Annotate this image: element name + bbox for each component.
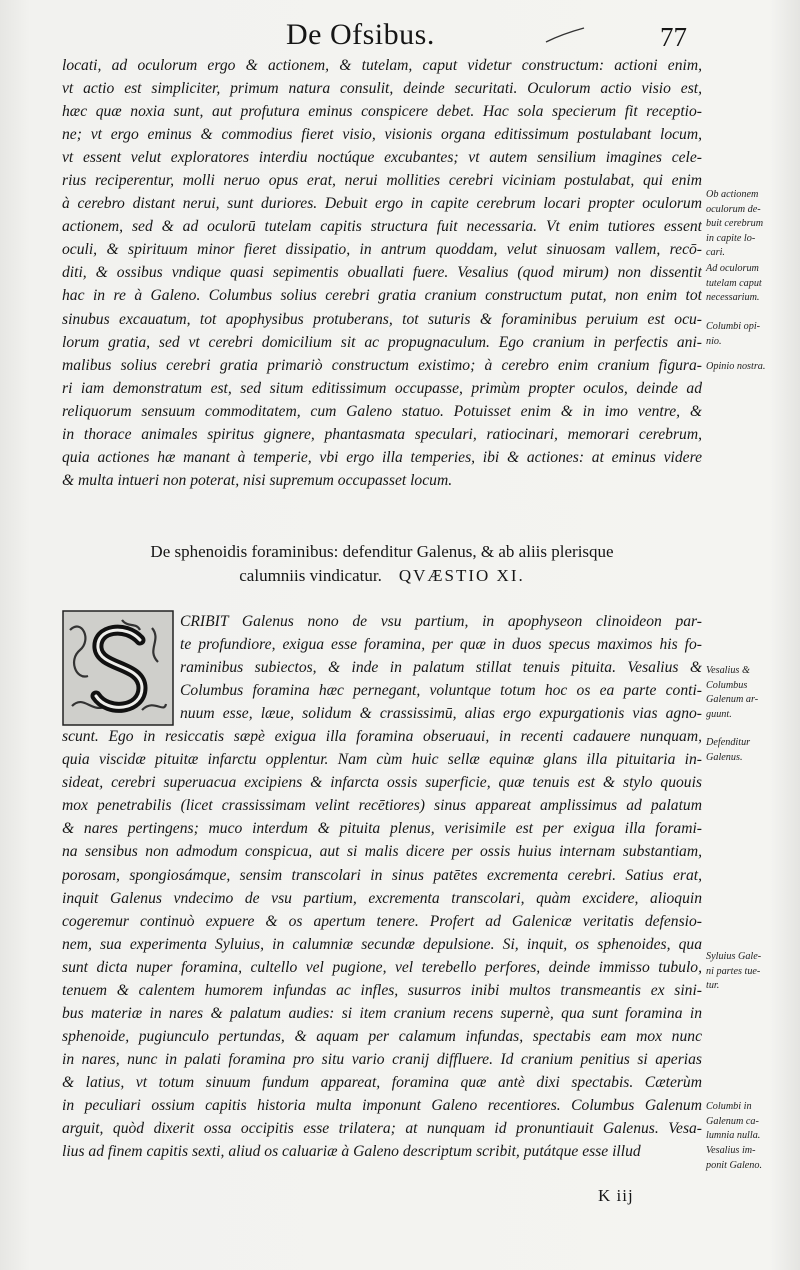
text-line: à cerebro distant nerui, sunt duriores. Debuit ergo in capite cerebrum locari propter oculorum xyxy=(62,195,702,213)
marginal-note xyxy=(706,950,796,994)
text-line: na sensibus non admodum conspicua, aut si malis dicere per ossis huius internam substantiam, xyxy=(62,843,702,861)
text-line: sinubus excauatum, tot apophysibus protuberans, tot suturis & foraminibus peruium est ocu- xyxy=(62,310,702,328)
marginal-note xyxy=(706,320,796,349)
text-line: sphenoide, pugiunculo pertundas, & aquam per calamum infundas, spectabis eam mox nunc xyxy=(62,1027,702,1045)
marginal-note-line: Ad oculorum xyxy=(706,263,759,274)
marginal-note-line: Columbus xyxy=(706,679,748,691)
text-line: inquit Galenus vndecimo de vsu partium, excrementa transcolari, quàm excidere, alioquin xyxy=(62,889,702,907)
text-line: porosam, spongiosámque, sensim transcolari in sinus patētes excrementa cerebri. Satius erat, xyxy=(62,866,702,884)
marginal-note xyxy=(706,664,796,722)
running-head xyxy=(0,18,800,58)
text-line: rius reciperentur, molli neruo opus erat, nerui mollities cerebri viciniam postulabat, qui enim xyxy=(62,172,702,190)
text-line: & latius, vt totum sinuum fundum appareat, foramina quæ antè dixi spectabis. Cæterùm xyxy=(62,1073,702,1091)
text-line: raminibus subiectos, & inde in palatum stillat tenuis pituita. Vesalius & xyxy=(180,659,702,677)
marginal-note-line: necessarium. xyxy=(706,292,760,304)
marginal-note-line: lumnia nulla. xyxy=(706,1130,761,1142)
text-line: scunt. Ego in resiccatis sæpè exigua illa foramina obseruaui, in recenti cadauere nunquam, xyxy=(62,728,702,746)
text-line: mox penetrabilis (licet crassissimam velint recētiores) sinus appareat amplissimus ad palatum xyxy=(62,797,702,815)
text-line: ne; vt ergo eminus & commodius fieret visio, visionis organa editissimum postulabant locum, xyxy=(62,126,702,144)
text-line: oculi, & spirituum minor fieret dissipatio, in antrum quoddam, velut sinuosam vallem, recō- xyxy=(62,241,702,259)
marginal-note-line: Defenditur xyxy=(706,737,751,748)
page-title: De Ofsibus. xyxy=(286,18,435,51)
marginal-note xyxy=(706,188,796,261)
section-heading-line xyxy=(62,564,702,588)
text-line: nem, sua experimenta Syluius, in calumniæ secundæ depulsione. Si, inquit, os sphenoides, qua xyxy=(62,935,702,953)
marginal-note-line: Columbi opi- xyxy=(706,321,761,332)
marginal-note xyxy=(706,1100,796,1144)
marginal-note-line: ponit Galeno. xyxy=(706,1159,763,1171)
text-line: te profundiore, exigua esse foramina, per quæ in duos specus maximos his fo- xyxy=(180,636,702,654)
marginal-note-line: Galenus. xyxy=(706,751,743,763)
intro-paragraph xyxy=(62,54,702,492)
marginal-note-line: tur. xyxy=(706,980,720,992)
signature-mark: K iij xyxy=(598,1186,634,1205)
marginal-note-line: Vesalius & xyxy=(706,665,750,676)
marginal-note xyxy=(706,360,796,375)
text-line: reliquorum sensuum commoditatem, cum Galeno statuo. Potuisset enim & in imo ventre, & xyxy=(62,402,702,420)
marginal-note-line: guunt. xyxy=(706,708,732,720)
section-heading xyxy=(62,540,702,588)
question-body xyxy=(62,610,702,1163)
text-line: quia actiones hæ manant à temperie, vbi ergo illa temperies, ibi & actiones: at eminus videre xyxy=(62,448,702,466)
text-line: vt actio est simpliciter, primum natura consulit, deinde securitati. Oculorum actio visio est, xyxy=(62,80,702,98)
text-line: sideat, cerebri superuacua excipiens & infarcta ossis superficie, quæ tenuis est & stylo quouis xyxy=(62,774,702,792)
text-line: locati, ad oculorum ergo & actionem, & tutelam, caput videtur constructum: actioni enim, xyxy=(62,57,702,74)
marginal-note-line: Galenum ar- xyxy=(706,694,759,706)
text-line: & multa intueri non poterat, nisi supremum occupasset locum. xyxy=(62,471,453,489)
marginal-note xyxy=(706,262,796,306)
marginal-note-line: cari. xyxy=(706,247,725,259)
pen-stroke-mark xyxy=(540,24,590,48)
marginal-note-line: Opinio nostra. xyxy=(706,361,766,372)
text-line: Columbus foramina hæc pernegant, voluntque totum hoc os ea parte conti- xyxy=(180,682,702,700)
text-line: in thorace animales spiritus gignere, phantasmata speculari, ratiocinari, memorari cerebrum, xyxy=(62,425,702,443)
text-line: actionem, sed & ad oculorū tutelam capitis structura fuit necessaria. Vt enim tutiores essent xyxy=(62,218,702,236)
section-heading-tail: calumniis vindicatur. xyxy=(239,566,382,585)
text-line: malibus solius cerebri gratia primariò constructum existimo; à cerebro enim cranium figura- xyxy=(62,356,702,374)
text-line: ri iam demonstratum est, sed situm editissimum occupasse, primùm propter oculos, deinde ad xyxy=(62,379,702,397)
text-line: cogeremur continuò expuere & os apertum tenere. Profert ad Galenicæ veritatis defensio- xyxy=(62,912,702,930)
text-line: vt essent velut exploratores interdiu noctúque excubantes; vt autem sensilium imagines cele- xyxy=(62,149,702,167)
marginal-note-line: Columbi in xyxy=(706,1101,752,1112)
marginal-note xyxy=(706,1144,796,1173)
folio-number: 77 xyxy=(660,22,687,52)
text-line: arguit, quòd dixerit ossa occipitis esse trilatera; at nunquam id pronuntiauit Galenus. Vesa- xyxy=(62,1120,702,1138)
text-line: CRIBIT Galenus nono de vsu partium, in apophyseon clinoideon par- xyxy=(180,613,702,630)
marginal-note-line: Galenum ca- xyxy=(706,1115,759,1127)
marginal-note-line: tutelam caput xyxy=(706,277,762,289)
marginal-note xyxy=(706,736,796,765)
text-line: in peculiari ossium capitis historia multa imponunt Galeno recentiores. Columbus Galenum xyxy=(62,1096,702,1114)
marginal-note-line: oculorum de- xyxy=(706,203,761,215)
marginal-note-line: Ob actionem xyxy=(706,189,759,200)
text-line: sunt dicta nuper foramina, cultello vel pugione, vel terebello perfores, deinde immisso tubulo, xyxy=(62,958,702,976)
text-line: lorum gratia, sed vt cerebri domicilium sit ac propugnaculum. Ego cranium in perfectis ani- xyxy=(62,333,702,351)
text-line: bus materiæ in nares & palatum audies: si item cranium recens supernè, qua sunt foramina in xyxy=(62,1004,702,1022)
section-heading-line: De sphenoidis foraminibus: defenditur Galenus, & ab aliis plerisque xyxy=(150,542,614,561)
question-number: QVÆSTIO XI. xyxy=(398,566,525,585)
marginal-note-line: nio. xyxy=(706,335,722,347)
marginal-note-line: Syluius Gale- xyxy=(706,951,762,962)
marginal-note-line: Vesalius im- xyxy=(706,1145,756,1156)
text-line: quia viscidæ pituitæ infarctu opplentur. Nam cùm huic sellæ equinæ glans illa pituitaria in- xyxy=(62,751,702,769)
text-line: & nares pertingens; muco interdum & pituita plenus, verisimile est per exigua illa forami- xyxy=(62,820,702,838)
text-line: tenuem & calentem humorem infundas ac infles, susurros inibi multos transmeantis ex sini- xyxy=(62,981,702,999)
marginal-note-line: in capite lo- xyxy=(706,232,756,244)
marginal-note-line: ni partes tue- xyxy=(706,965,761,977)
text-line: lius ad finem capitis sexti, aliud os caluariæ à Galeno descriptum scribit, putátque esse illud xyxy=(62,1143,641,1161)
text-line: diti, & ossibus vndique quasi sepimentis obuallati fuere. Vesalius (quod mirum) non dissentit xyxy=(62,264,702,282)
text-line: nuum esse, læue, solidum & crassissimū, alias ergo expurgationis vias agno- xyxy=(180,705,702,723)
marginal-note-line: buit cerebrum xyxy=(706,218,764,230)
text-line: hæc quæ noxia sunt, aut profutura eminus conspicere debet. Hac sola specierum fit receptio- xyxy=(62,103,702,121)
text-line: hac in re à Galeno. Columbus solius cerebri gratia cranium constructum putat, non enim tot xyxy=(62,287,702,305)
text-line: in nares, nunc in palati foramina pro situ vario cranij diffluere. Id cranium penitius si aperias xyxy=(62,1050,702,1068)
